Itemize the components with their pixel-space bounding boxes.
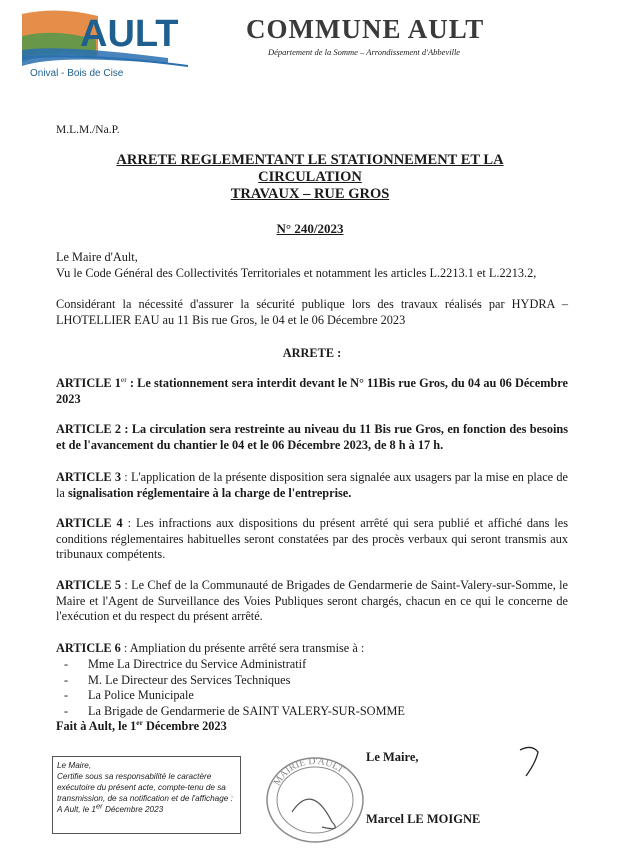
note-line-1: Le Maire,: [57, 761, 92, 770]
decree-number: N° 240/2023: [276, 221, 344, 236]
article-2-text: La circulation sera restreinte au niveau du 11 Bis rue Gros, en fonction des besoins et de l'avancement du chantier le 04 et le 06 Décembre 2023, de 8 h à 17 h.: [56, 422, 569, 452]
preamble-maire: Le Maire d'Ault,: [56, 250, 138, 264]
article-4-text: : Les infractions aux dispositions du présent arrêté qui sera publié et affiché dans les conditions réglementaires habituelles seront constatées par des procès verbaux qui seront transmis aux tribunaux compétents.: [56, 516, 568, 562]
note-line-2: Certifie sous sa responsabilité le caractère exécutoire du présent acte, compte-tenu de sa transmission, de sa notification et de l'affichage :: [57, 772, 233, 803]
article-1-text: Le stationnement sera interdit devant le N° 11Bis rue Gros, du 04 au 06 Décembre 2023: [56, 376, 569, 406]
recipient-list: [64, 657, 405, 719]
preamble-considerant: Considérant la nécessité d'assurer la sécurité publique lors des travaux réalisés par HYDRA – LHOTELLIER EAU au 11 Bis rue Gros, le 04 et le 06 Décembre 2023: [56, 297, 568, 327]
mayor-name: Marcel LE MOIGNE: [366, 812, 481, 826]
certification-note: [52, 756, 241, 834]
reference-code: M.L.M./Na.P.: [56, 124, 120, 136]
fait-a-line: Fait à Ault, le 1er Décembre 2023: [56, 717, 227, 733]
article-6-text: : Ampliation du présente arrêté sera transmise à :: [120, 641, 365, 655]
article-5: [56, 578, 568, 625]
stamp-text: MAIRIE D'AULT: [271, 755, 346, 788]
article-3-bold: signalisation réglementaire à la charge de l'entreprise.: [67, 485, 352, 500]
signature-scribble: [512, 742, 552, 782]
svg-text:MAIRIE D'AULT: [272, 756, 346, 788]
article-1: ARTICLE 1er : Le stationnement sera interdit devant le N° 11Bis rue Gros, du 04 au 06 Décembre 2023: [56, 374, 569, 406]
title-line-2: CIRCULATION: [258, 169, 362, 185]
article-3: [56, 470, 568, 501]
article-1-label: ARTICLE 1: [56, 376, 121, 390]
list-item: - La Police Municipale: [64, 688, 194, 703]
commune-subtitle: Département de la Somme – Arrondissement d'Abbeville: [268, 47, 461, 57]
article-2-label: ARTICLE 2 :: [56, 422, 129, 436]
arrete-label: ARRETE :: [282, 346, 342, 360]
article-5-label: ARTICLE 5: [56, 578, 122, 592]
title-line-3: TRAVAUX – RUE GROS: [230, 186, 390, 202]
article-2: [56, 422, 568, 453]
note-line-3: A Ault, le 1er Décembre 2023: [57, 801, 164, 814]
logo-graphic: [18, 6, 196, 78]
commune-logo: [18, 6, 196, 78]
article-3-label: ARTICLE 3: [56, 470, 122, 484]
title-line-1: ARRETE REGLEMENTANT LE STATIONNEMENT ET LA: [116, 152, 504, 168]
official-stamp: [262, 752, 368, 848]
list-item: - M. Le Directeur des Services Techniques: [64, 672, 291, 687]
article-1-sup: er: [120, 374, 127, 384]
list-item: - Mme La Directrice du Service Administratif: [64, 657, 307, 671]
preamble-vu: Vu le Code Général des Collectivités Territoriales et notamment les articles L.2213.1 et L.2213.2,: [56, 266, 537, 280]
logo-tagline: Onival - Bois de Cise: [30, 68, 124, 78]
article-4: [56, 516, 568, 563]
article-6: [56, 641, 568, 657]
commune-title: COMMUNE AULT: [246, 14, 485, 44]
mayor-title: Le Maire,: [366, 750, 419, 764]
list-item: - La Brigade de Gendarmerie de SAINT VALERY-SUR-SOMME: [64, 703, 405, 718]
article-4-label: ARTICLE 4: [56, 516, 123, 530]
logo-word: AULT: [80, 13, 179, 55]
article-6-label: ARTICLE 6: [56, 641, 121, 655]
article-5-text: : Le Chef de la Communauté de Brigades de Gendarmerie de Saint-Valery-sur-Somme, le Maire et l'Agent de Surveillance des Voies Publiques seront chargés, chacun en ce qui le concerne de l'exécution et du respect du présent arrêté.: [56, 578, 568, 624]
article-3-text: : L'application de la présente disposition sera signalée aux usagers par la mise en place de la: [56, 470, 568, 500]
